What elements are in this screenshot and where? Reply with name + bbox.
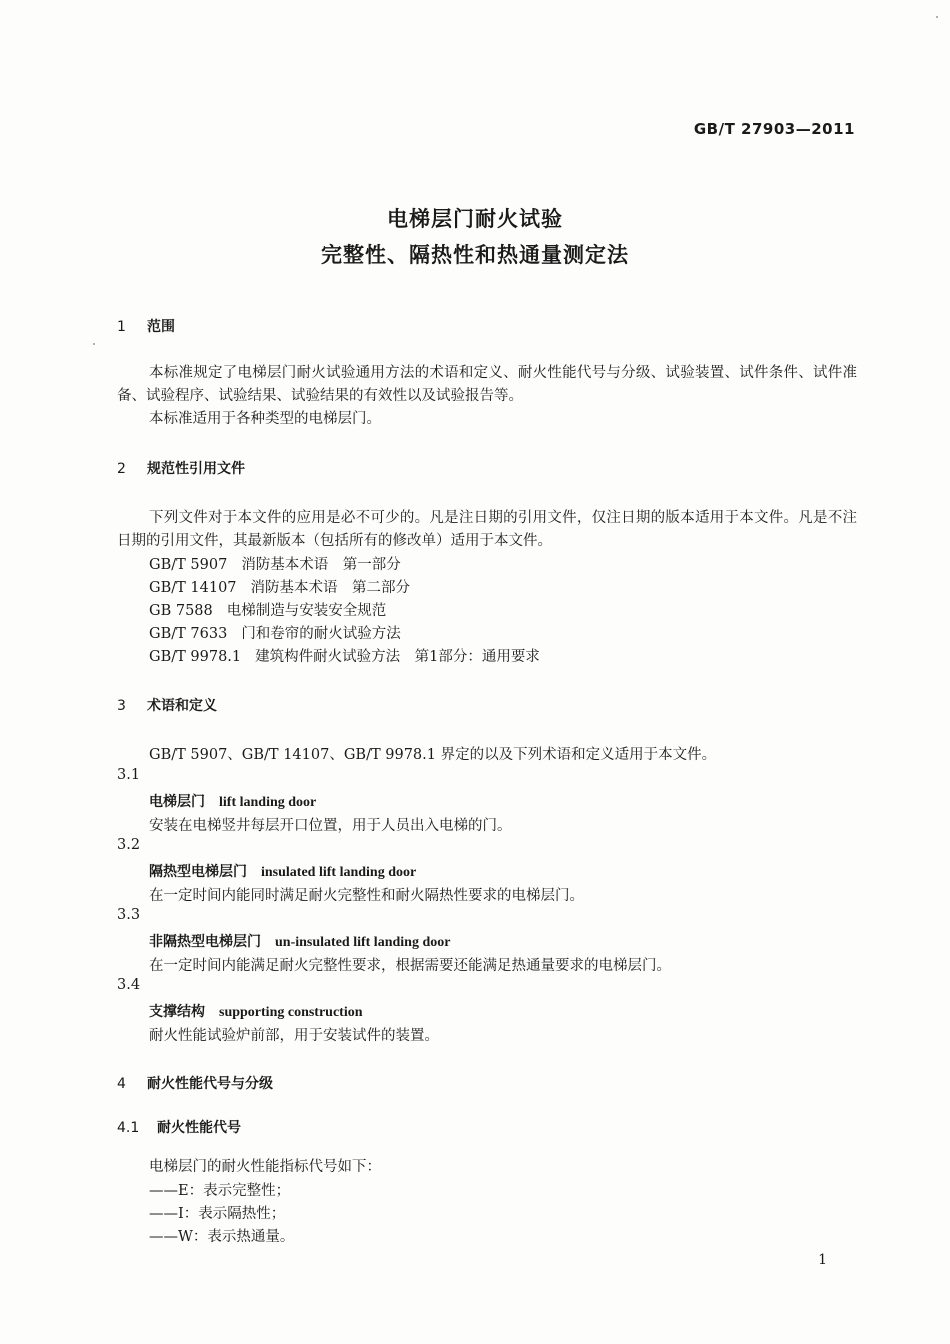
term-definition: 安装在电梯竖井每层开口位置，用于人员出入电梯的门。 xyxy=(149,818,512,834)
term-number: 3.3 xyxy=(117,907,141,923)
term-en: un-insulated lift landing door xyxy=(275,935,451,950)
term-zh: 支撑结构 xyxy=(149,1004,205,1020)
term-en: insulated lift landing door xyxy=(261,865,417,880)
term-number: 3.4 xyxy=(117,977,141,993)
section-3-heading xyxy=(117,695,217,715)
list-item: ——W：表示热通量。 xyxy=(149,1229,295,1245)
section-title: 耐火性能代号与分级 xyxy=(147,1076,273,1092)
term-zh: 隔热型电梯层门 xyxy=(149,864,247,880)
reference-item xyxy=(149,576,410,597)
scan-speck xyxy=(936,16,938,18)
reference-item xyxy=(149,645,540,666)
subsection-title: 耐火性能代号 xyxy=(157,1120,241,1136)
reference-title: 消防基本术语 第二部分 xyxy=(250,580,411,596)
reference-title: 建筑构件耐火试验方法 第1部分：通用要求 xyxy=(255,649,540,665)
term-zh: 电梯层门 xyxy=(149,794,205,810)
list-item: ——E：表示完整性； xyxy=(149,1183,291,1199)
reference-code: GB/T 9978.1 xyxy=(149,649,242,665)
scan-speck xyxy=(93,343,95,345)
term-name xyxy=(149,1001,363,1021)
reference-item xyxy=(149,599,386,620)
document-title-line1: 电梯层门耐火试验 xyxy=(387,207,563,231)
section-4-heading xyxy=(117,1073,273,1093)
section-number: 2 xyxy=(117,461,126,477)
term-name xyxy=(149,791,316,811)
section-number: 1 xyxy=(117,319,126,335)
section-2-heading xyxy=(117,458,245,478)
term-definition: 在一定时间内能同时满足耐火完整性和耐火隔热性要求的电梯层门。 xyxy=(149,888,584,904)
section-4-intro: 电梯层门的耐火性能指标代号如下： xyxy=(149,1159,381,1175)
section-1-heading xyxy=(117,316,175,336)
term-en: lift landing door xyxy=(219,795,317,810)
standard-code: GB/T 27903—2011 xyxy=(693,120,855,138)
list-item: ——I：表示隔热性； xyxy=(149,1206,286,1222)
reference-item xyxy=(149,553,401,574)
reference-code: GB 7588 xyxy=(149,603,213,619)
section-number: 3 xyxy=(117,698,126,714)
section-title: 范围 xyxy=(147,319,175,335)
term-definition: 在一定时间内能满足耐火完整性要求，根据需要还能满足热通量要求的电梯层门。 xyxy=(149,958,671,974)
section-1-paragraph-2: 本标准适用于各种类型的电梯层门。 xyxy=(149,411,381,427)
term-en: supporting construction xyxy=(219,1005,363,1020)
section-2-paragraph-1: 下列文件对于本文件的应用是必不可少的。凡是注日期的引用文件，仅注日期的版本适用于本文件。凡是不注日期的引用文件，其最新版本（包括所有的修改单）适用于本文件。 xyxy=(117,510,857,549)
term-number: 3.1 xyxy=(117,767,141,783)
term-number: 3.2 xyxy=(117,837,141,853)
section-3-intro: GB/T 5907、GB/T 14107、GB/T 9978.1 界定的以及下列术语和定义适用于本文件。 xyxy=(149,747,717,763)
reference-item xyxy=(149,622,401,643)
section-title: 规范性引用文件 xyxy=(147,461,245,477)
reference-title: 消防基本术语 第一部分 xyxy=(241,557,401,573)
page-number: 1 xyxy=(818,1252,827,1268)
reference-title: 门和卷帘的耐火试验方法 xyxy=(241,626,401,642)
term-zh: 非隔热型电梯层门 xyxy=(149,934,261,950)
reference-title: 电梯制造与安装安全规范 xyxy=(226,603,387,619)
term-name xyxy=(149,861,416,881)
section-number: 4 xyxy=(117,1076,126,1092)
term-name xyxy=(149,931,450,951)
reference-code: GB/T 7633 xyxy=(149,626,228,642)
section-1-paragraph-1: 本标准规定了电梯层门耐火试验通用方法的术语和定义、耐火性能代号与分级、试验装置、试件条件、试件准备、试验程序、试验结果、试验结果的有效性以及试验报告等。 xyxy=(117,365,857,404)
reference-code: GB/T 5907 xyxy=(149,557,228,573)
section-title: 术语和定义 xyxy=(147,698,217,714)
subsection-4-1-heading xyxy=(117,1117,241,1137)
document-title-line2: 完整性、隔热性和热通量测定法 xyxy=(321,243,629,267)
term-definition: 耐火性能试验炉前部，用于安装试件的装置。 xyxy=(149,1028,439,1044)
subsection-number: 4.1 xyxy=(117,1120,140,1136)
reference-code: GB/T 14107 xyxy=(149,580,237,596)
